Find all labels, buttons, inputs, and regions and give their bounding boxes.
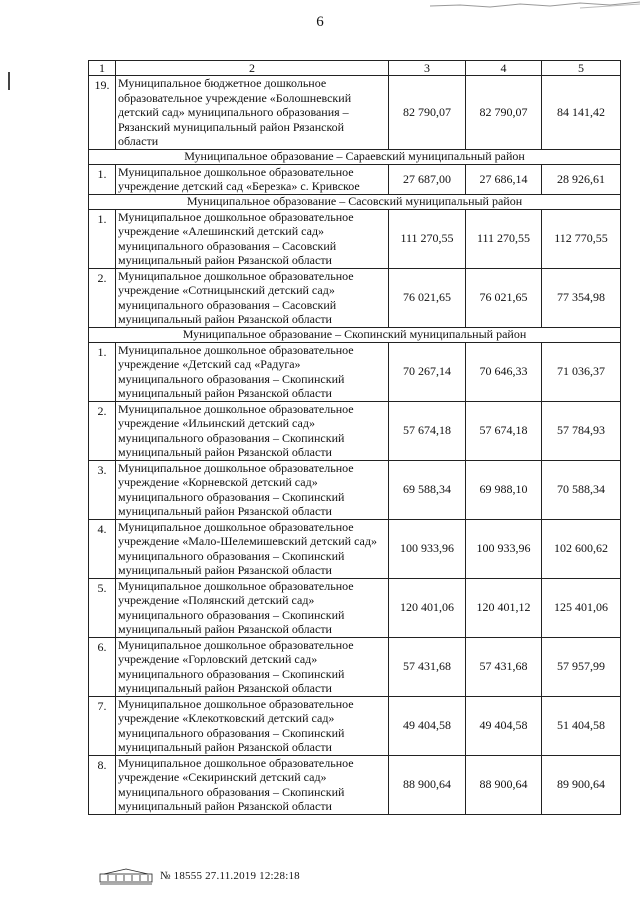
institution-name: Муниципальное дошкольное образовательное учреждение «Ильинский детский сад» муниципального образования – Скопинский муниципальный район Рязанской области [116,401,389,460]
value-col4: 27 686,14 [466,164,542,194]
value-col3: 57 674,18 [389,401,466,460]
row-number: 8. [89,755,116,814]
header-cell: 3 [389,61,466,76]
value-col4: 69 988,10 [466,460,542,519]
row-number: 4. [89,519,116,578]
value-col3: 27 687,00 [389,164,466,194]
row-number: 3. [89,460,116,519]
value-col3: 100 933,96 [389,519,466,578]
table-row [89,460,621,519]
scan-margin-mark [8,72,10,90]
institution-name: Муниципальное дошкольное образовательное учреждение «Полянский детский сад» муниципального образования – Скопинский муниципальный район Рязанской области [116,578,389,637]
institution-name: Муниципальное дошкольное образовательное учреждение «Секиринский детский сад» муниципального образования – Скопинский муниципальный район Рязанской области [116,755,389,814]
value-col5: 57 957,99 [542,637,621,696]
row-number: 1. [89,164,116,194]
table-body [89,61,621,815]
value-col5: 57 784,93 [542,401,621,460]
table-row [89,268,621,327]
table-row [89,578,621,637]
value-col5: 102 600,62 [542,519,621,578]
value-col3: 88 900,64 [389,755,466,814]
table-row [89,342,621,401]
table-row [89,696,621,755]
table-row [89,755,621,814]
value-col5: 77 354,98 [542,268,621,327]
document-registration-number: № 18555 27.11.2019 12:28:18 [160,870,300,882]
building-stamp-icon [98,867,154,885]
value-col5: 51 404,58 [542,696,621,755]
value-col3: 82 790,07 [389,76,466,150]
institution-name: Муниципальное дошкольное образовательное учреждение «Клекотковский детский сад» муниципального образования – Скопинский муниципальный район Рязанской области [116,696,389,755]
table-row [89,519,621,578]
value-col5: 71 036,37 [542,342,621,401]
header-cell: 2 [116,61,389,76]
row-number: 7. [89,696,116,755]
institution-name: Муниципальное дошкольное образовательное учреждение «Горловский детский сад» муниципального образования – Скопинский муниципальный район Рязанской области [116,637,389,696]
value-col3: 69 588,34 [389,460,466,519]
institution-name: Муниципальное бюджетное дошкольное образовательное учреждение «Болошневский детский сад» муниципального образования – Рязанский муниципальный район Рязанской области [116,76,389,150]
institution-name: Муниципальное дошкольное образовательное учреждение «Детский сад «Радуга» муниципального образования – Скопинский муниципальный район Рязанской области [116,342,389,401]
value-col5: 112 770,55 [542,209,621,268]
value-col5: 28 926,61 [542,164,621,194]
header-cell: 5 [542,61,621,76]
value-col5: 125 401,06 [542,578,621,637]
value-col3: 57 431,68 [389,637,466,696]
value-col4: 70 646,33 [466,342,542,401]
row-number: 2. [89,268,116,327]
row-number: 19. [89,76,116,150]
table-row [89,76,621,150]
section-header-row [89,149,621,164]
value-col3: 76 021,65 [389,268,466,327]
row-number: 1. [89,209,116,268]
section-title: Муниципальное образование – Скопинский муниципальный район [89,327,621,342]
row-number: 6. [89,637,116,696]
row-number: 1. [89,342,116,401]
table-row [89,637,621,696]
value-col5: 89 900,64 [542,755,621,814]
value-col4: 82 790,07 [466,76,542,150]
value-col5: 70 588,34 [542,460,621,519]
institution-name: Муниципальное дошкольное образовательное учреждение «Корневской детский сад» муниципального образования – Скопинский муниципальный район Рязанской области [116,460,389,519]
value-col3: 70 267,14 [389,342,466,401]
value-col4: 57 431,68 [466,637,542,696]
section-header-row [89,194,621,209]
institution-name: Муниципальное дошкольное образовательное учреждение «Алешинский детский сад» муниципального образования – Сасовский муниципальный район Рязанской области [116,209,389,268]
value-col4: 100 933,96 [466,519,542,578]
page-number: 6 [316,14,324,30]
table-row [89,401,621,460]
row-number: 5. [89,578,116,637]
value-col3: 49 404,58 [389,696,466,755]
value-col4: 111 270,55 [466,209,542,268]
value-col4: 57 674,18 [466,401,542,460]
funding-table [88,60,621,815]
scan-artifact [430,0,640,10]
institution-name: Муниципальное дошкольное образовательное учреждение «Сотницынский детский сад» муниципального образования – Сасовский муниципальный район Рязанской области [116,268,389,327]
table-row [89,209,621,268]
header-cell: 1 [89,61,116,76]
section-title: Муниципальное образование – Сасовский муниципальный район [89,194,621,209]
value-col4: 88 900,64 [466,755,542,814]
row-number: 2. [89,401,116,460]
value-col4: 120 401,12 [466,578,542,637]
table-header-row [89,61,621,76]
institution-name: Муниципальное дошкольное образовательное учреждение «Мало-Шелемишевский детский сад» муниципального образования – Скопинский муниципальный район Рязанской области [116,519,389,578]
document-footer [98,866,300,886]
institution-name: Муниципальное дошкольное образовательное учреждение детский сад «Березка» с. Кривское [116,164,389,194]
value-col4: 76 021,65 [466,268,542,327]
value-col5: 84 141,42 [542,76,621,150]
value-col4: 49 404,58 [466,696,542,755]
section-header-row [89,327,621,342]
value-col3: 120 401,06 [389,578,466,637]
table-row [89,164,621,194]
value-col3: 111 270,55 [389,209,466,268]
header-cell: 4 [466,61,542,76]
section-title: Муниципальное образование – Сараевский муниципальный район [89,149,621,164]
